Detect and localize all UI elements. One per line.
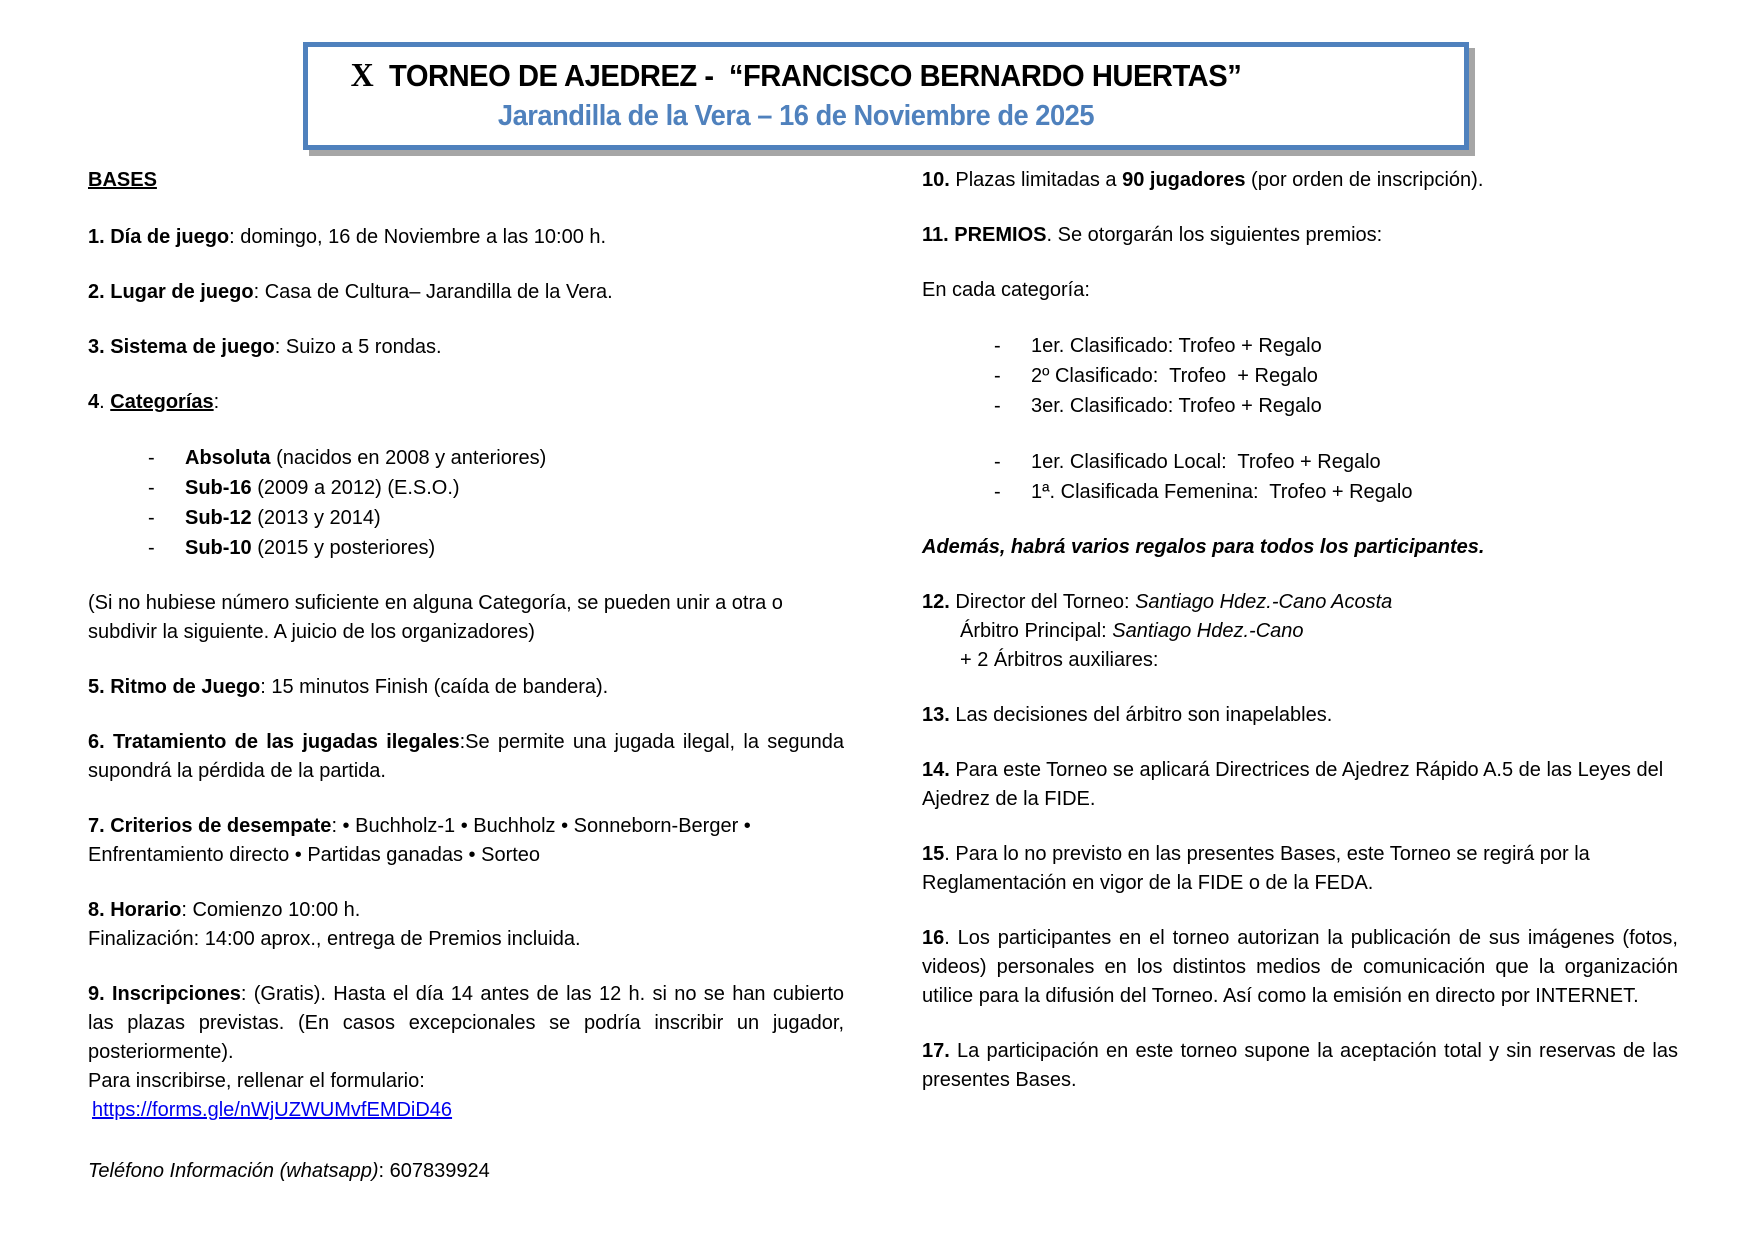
categories-note: (Si no hubiese número suficiente en alguna Categoría, se pueden unir a otra o subdivir la siguiente. A juicio de los organizadores)	[88, 592, 783, 644]
item-8: 8. Horario: Comienzo 10:00 h. Finalización: 14:00 aprox., entrega de Premios incluida.	[88, 899, 581, 951]
each-category-label: En cada categoría:	[922, 279, 1090, 302]
prizes-list-special	[922, 447, 1678, 507]
page-title	[337, 55, 1254, 98]
title-box	[303, 42, 1469, 150]
item-11: 11. PREMIOS. Se otorgarán los siguientes premios:	[922, 224, 1383, 247]
content-columns	[0, 150, 1755, 1212]
item-10: 10. Plazas limitadas a 90 jugadores (por orden de inscripción).	[922, 169, 1484, 192]
bases-heading: BASES	[88, 169, 157, 192]
item-7: 7. Criterios de desempate: • Buchholz-1 • Buchholz • Sonneborn-Berger • Enfrentamiento directo • Partidas ganadas • Sorteo	[88, 815, 751, 867]
item-2: 2. Lugar de juego: Casa de Cultura– Jarandilla de la Vera.	[88, 281, 613, 304]
item-4: 4. Categorías:	[88, 391, 220, 414]
item-1: 1. Día de juego: domingo, 16 de Noviembre a las 10:00 h.	[88, 226, 607, 249]
prizes-list-main	[922, 331, 1678, 421]
tournament-title: TORNEO DE AJEDREZ - “FRANCISCO BERNARDO HUERTAS”	[373, 58, 1242, 93]
list-item: - Sub-10 (2015 y posteriores)	[148, 537, 436, 560]
tournament-number: X	[350, 57, 374, 94]
item-17: 17. La participación en este torneo supone la aceptación total y sin reservas de las presentes Bases.	[922, 1040, 1678, 1092]
list-item: - 1er. Clasificado: Trofeo + Regalo	[994, 335, 1322, 358]
item-9: 9. Inscripciones: (Gratis). Hasta el día 14 antes de las 12 h. si no se han cubierto las plazas previstas. (En casos excepcionales se podría inscribir un jugador, posteriormente). Para inscribirse, rellenar el formulario: https://forms.gle/nWjUZWUMvfEMDiD46	[88, 980, 844, 1125]
list-item: - Absoluta (nacidos en 2008 y anteriores)	[148, 447, 547, 470]
list-item: - 2º Clasificado: Trofeo + Regalo	[994, 365, 1318, 388]
list-item: - 1ª. Clasificada Femenina: Trofeo + Regalo	[994, 481, 1413, 504]
categories-list	[88, 443, 844, 563]
spacer	[922, 421, 1678, 447]
list-item: - 1er. Clasificado Local: Trofeo + Regalo	[994, 451, 1381, 474]
page-subtitle: Jarandilla de la Vera – 16 de Noviembre de 2025	[497, 99, 1095, 132]
phone-info: Teléfono Información (whatsapp): 607839924	[88, 1160, 490, 1183]
item-15: 15. Para lo no previsto en las presentes Bases, este Torneo se regirá por la Reglamentación en vigor de la FIDE o de la FEDA.	[922, 843, 1590, 895]
list-item: - Sub-12 (2013 y 2014)	[148, 507, 381, 530]
item-6: 6. Tratamiento de las jugadas ilegales:Se permite una jugada ilegal, la segunda supondrá la pérdida de la partida.	[88, 731, 844, 783]
gifts-note: Además, habrá varios regalos para todos los participantes.	[922, 536, 1485, 559]
item-5: 5. Ritmo de Juego: 15 minutos Finish (caída de bandera).	[88, 676, 609, 699]
item-13: 13. Las decisiones del árbitro son inapelables.	[922, 704, 1333, 727]
left-column	[88, 166, 844, 1212]
inscription-form-link[interactable]: https://forms.gle/nWjUZWUMvfEMDiD46	[92, 1099, 453, 1122]
item-3: 3. Sistema de juego: Suizo a 5 rondas.	[88, 336, 442, 359]
item-14: 14. Para este Torneo se aplicará Directrices de Ajedrez Rápido A.5 de las Leyes del Ajedrez de la FIDE.	[922, 759, 1664, 811]
list-item: - Sub-16 (2009 a 2012) (E.S.O.)	[148, 477, 460, 500]
item-16: 16. Los participantes en el torneo autorizan la publicación de sus imágenes (fotos, videos) personales en los distintos medios de comunicación que la organización utilice para la difusión del Torneo. Así como la emisión en directo por INTERNET.	[922, 927, 1678, 1008]
item-12: 12. Director del Torneo: Santiago Hdez.-Cano Acosta Árbitro Principal: Santiago Hdez.-Cano + 2 Árbitros auxiliares:	[922, 591, 1393, 672]
right-column	[922, 166, 1678, 1212]
list-item: - 3er. Clasificado: Trofeo + Regalo	[994, 395, 1322, 418]
